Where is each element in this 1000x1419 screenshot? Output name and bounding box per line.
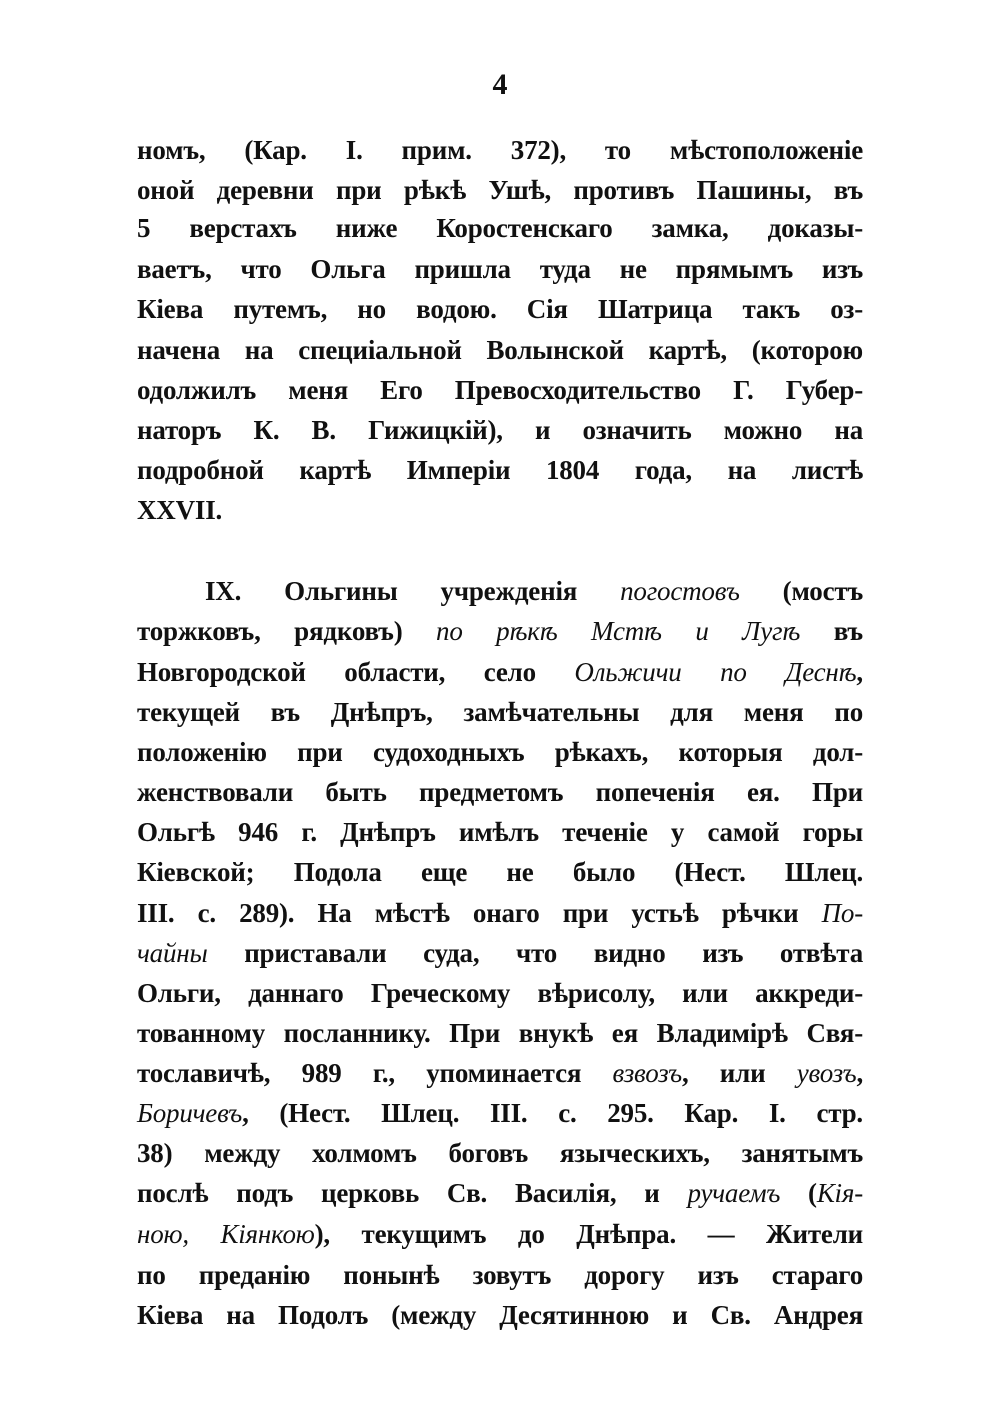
italic-text: Кія- — [816, 1178, 864, 1208]
text-segment: Кіевской; Подола еще не было (Нест. Шлец. — [137, 857, 863, 887]
italic-text: по рѣкѣ Мстѣ и Лугѣ — [436, 616, 801, 646]
text-line — [137, 330, 863, 370]
text-segment: ( — [780, 1178, 817, 1208]
text-line — [137, 1133, 863, 1173]
text-line — [137, 893, 863, 933]
text-segment: , — [856, 1058, 863, 1088]
text-segment: Кіева путемъ, но водою. Сія Шатрица такъ оз- — [137, 294, 863, 324]
text-line — [205, 571, 863, 611]
text-segment: тованному посланнику. При внукѣ ея Владимірѣ Свя- — [137, 1018, 863, 1048]
text-segment: ), текущимъ до Днѣпра. — Жители — [314, 1219, 864, 1249]
italic-text: По- — [821, 898, 863, 928]
text-segment: женствовали быть предметомъ попеченія ея. При — [137, 777, 863, 807]
text-segment: текущей въ Днѣпръ, замѣчательны для меня по — [137, 697, 863, 727]
text-line — [137, 812, 863, 852]
text-line — [137, 249, 863, 289]
text-segment: въ — [800, 616, 863, 646]
text-segment: тославичѣ, 989 г., упоминается — [137, 1058, 613, 1088]
text-line — [137, 490, 863, 530]
text-segment: торжковъ, рядковъ) — [137, 616, 437, 646]
text-line — [137, 973, 863, 1013]
italic-text: чайны — [137, 938, 208, 968]
text-segment: начена на специіальной Волынской картѣ, (которою — [137, 335, 863, 365]
italic-text: Боричевъ — [137, 1098, 243, 1128]
text-line — [137, 1013, 863, 1053]
italic-text: ручаемъ — [687, 1178, 781, 1208]
text-segment: Кіева на Подолъ (между Десятинною и Св. Андрея — [137, 1300, 863, 1330]
text-line — [137, 1295, 863, 1335]
text-segment: III. с. 289). На мѣстѣ онаго при устьѣ рѣчки — [137, 898, 822, 928]
text-line — [137, 652, 863, 692]
text-line — [137, 410, 863, 450]
text-segment: наторъ К. В. Гижицкій), и означить можно на — [137, 415, 863, 445]
text-segment: положенію при судоходныхъ рѣкахъ, которыя дол- — [137, 737, 863, 767]
italic-text: Ольжичи по Деснѣ — [574, 657, 857, 687]
text-segment: 38) между холмомъ боговъ языческихъ, занятымъ — [137, 1138, 863, 1168]
text-line — [137, 692, 863, 732]
text-line — [137, 1214, 863, 1254]
text-line — [137, 732, 863, 772]
text-segment: приставали суда, что видно изъ отвѣта — [207, 938, 863, 968]
text-segment: послѣ подъ церковь Св. Василія, и — [137, 1178, 688, 1208]
text-segment: , — [856, 657, 863, 687]
text-segment: по преданію понынѣ зовутъ дорогу изъ стараго — [137, 1260, 863, 1290]
text-segment: (мостъ — [739, 576, 863, 606]
text-line — [137, 130, 863, 170]
text-segment: подробной картѣ Имперіи 1804 года, на листѣ — [137, 455, 863, 485]
text-line — [137, 772, 863, 812]
text-line — [137, 170, 863, 210]
text-segment: XXVII. — [137, 495, 223, 525]
text-line — [137, 1093, 863, 1133]
text-segment: , или — [681, 1058, 797, 1088]
text-segment: Ольги, даннаго Греческому вѣрисолу, или аккреди- — [137, 978, 863, 1008]
italic-text: погостовъ — [620, 576, 740, 606]
text-line — [137, 289, 863, 329]
text-segment: оной деревни при рѣкѣ Ушѣ, противъ Пашины, въ — [137, 175, 863, 205]
italic-text: ною, Кіянкою — [137, 1219, 315, 1249]
text-line — [137, 370, 863, 410]
italic-text: увозъ — [796, 1058, 857, 1088]
text-line — [137, 933, 863, 973]
text-segment: номъ, (Кар. I. прим. 372), то мѣстоположеніе — [137, 135, 863, 165]
text-segment: , (Нест. Шлец. III. с. 295. Кар. I. стр. — [242, 1098, 863, 1128]
page-number: 4 — [492, 68, 508, 101]
text-segment: Ольгѣ 946 г. Днѣпръ имѣлъ теченіе у самой горы — [137, 817, 863, 847]
text-line — [137, 208, 863, 248]
text-line — [137, 611, 863, 651]
text-segment: 5 верстахъ ниже Коростенскаго замка, доказы- — [137, 213, 863, 243]
text-segment: одолжилъ меня Его Превосходительство Г. Губер- — [137, 375, 863, 405]
text-line — [137, 1053, 863, 1093]
text-line — [137, 1173, 863, 1213]
text-line — [137, 450, 863, 490]
italic-text: взвозъ — [612, 1058, 682, 1088]
text-segment: Новгородской области, село — [137, 657, 575, 687]
text-line — [137, 852, 863, 892]
text-segment: IX. Ольгины учрежденія — [205, 576, 621, 606]
text-line — [137, 1255, 863, 1295]
text-segment: ваетъ, что Ольга пришла туда не прямымъ изъ — [137, 254, 863, 284]
